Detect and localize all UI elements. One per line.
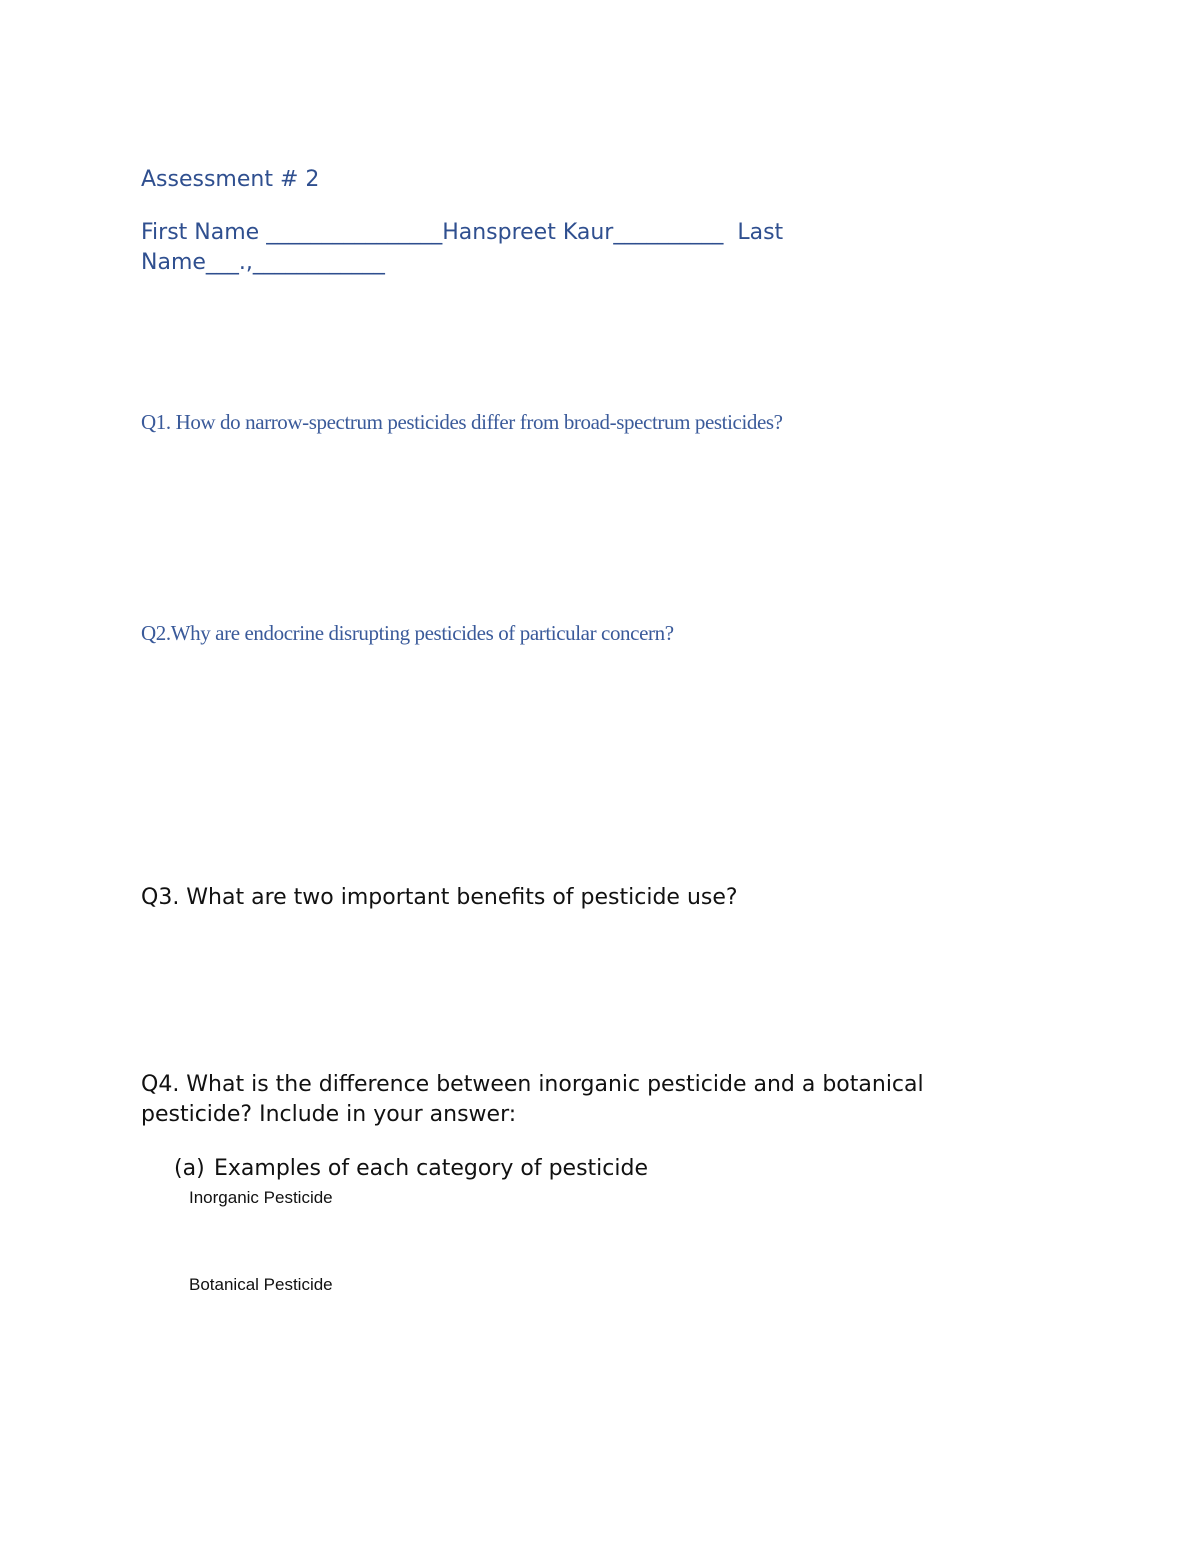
question-1: Q1. How do narrow-spectrum pesticides differ from broad-spectrum pesticides? (141, 410, 783, 434)
name-field-line: First Name ________________Hanspreet Kaur__________ Last Name___.,____________ (141, 220, 791, 275)
part-a-label: (a) (174, 1156, 205, 1181)
question-3: Q3. What are two important benefits of pesticide use? (141, 885, 738, 910)
question-4: Q4. What is the difference between inorganic pesticide and a botanical pesticide? Include in your answer: (141, 1072, 931, 1127)
part-a-text: Examples of each category of pesticide (214, 1156, 648, 1181)
botanical-pesticide-label: Botanical Pesticide (189, 1275, 333, 1294)
question-4-part-a (174, 1154, 648, 1184)
assessment-title: Assessment # 2 (141, 167, 320, 192)
inorganic-pesticide-label: Inorganic Pesticide (189, 1188, 333, 1207)
question-2: Q2.Why are endocrine disrupting pesticides of particular concern? (141, 621, 674, 645)
